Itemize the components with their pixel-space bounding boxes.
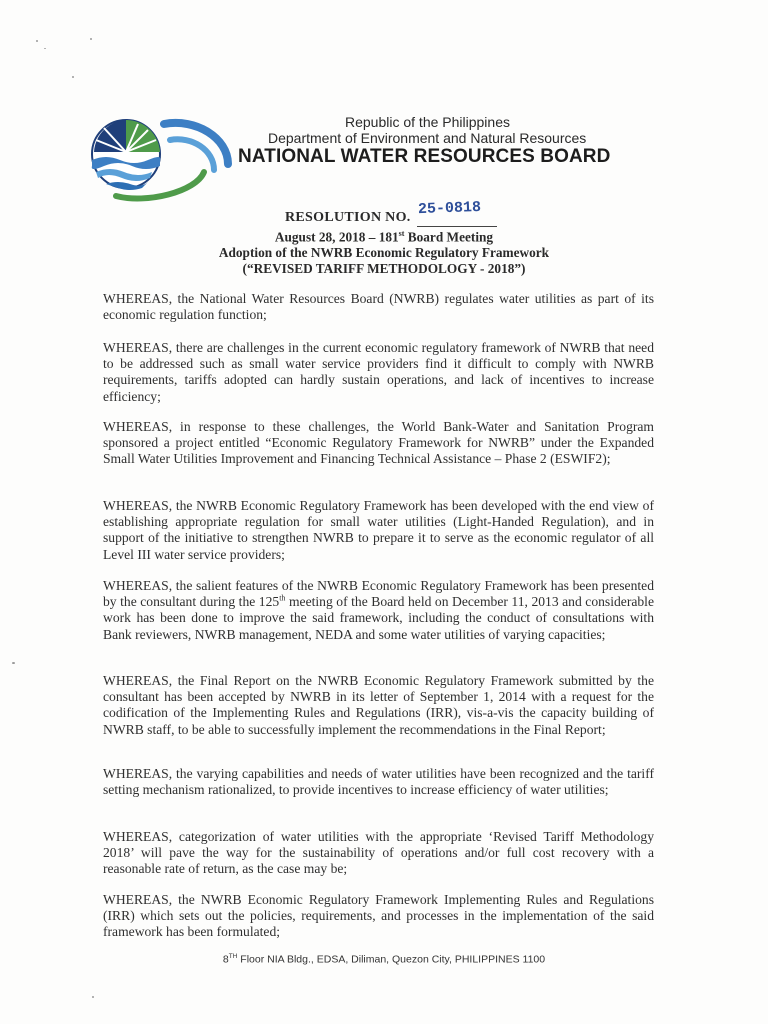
whereas-paragraph: WHEREAS, in response to these challenges, the World Bank-Water and Sanitation Program sponsored a project entitled “Economic Regulatory Framework for NWRB” under the Expanded Small Water Utilities Improvement and Financing Technical Assistance – Phase 2 (ESWIF2); xyxy=(103,419,654,467)
paragraph-text: meeting of the Board held on December 11, 2013 and considerable work has been done to improve the said framework, including the conduct of consultations with Bank reviewers, NWRB management, NEDA and some water utilities of varying capacities; xyxy=(103,594,654,642)
scan-speck xyxy=(90,38,92,40)
whereas-paragraph xyxy=(103,578,654,643)
whereas-paragraph: WHEREAS, there are challenges in the current economic regulatory framework of NWRB that need to be addressed such as small water service providers find it difficult to comply with NWRB requirements, tariffs adopted can hardly sustain operations, and lack of incentives to increase efficiency; xyxy=(103,340,654,404)
paragraph-text: WHEREAS, the salient features of the NWRB Economic Regulatory Framework has been presented by the consultant during the 125 xyxy=(103,578,654,610)
resolution-number-stamp: 25-0818 xyxy=(417,198,482,219)
scan-speck xyxy=(44,48,46,49)
nwrb-logo-icon xyxy=(86,112,236,202)
scan-speck xyxy=(12,662,15,664)
resolution-subtitle: (“REVISED TARIFF METHODOLOGY - 2018”) xyxy=(242,261,526,276)
whereas-paragraph: WHEREAS, categorization of water utilities with the appropriate ‘Revised Tariff Methodology 2018’ will pave the way for the sustainability of operations and/or full cost recovery with a reasonable rate of return, as the case may be; xyxy=(103,829,654,877)
meeting-date: August 28, 2018 – 181 xyxy=(274,229,399,245)
resolution-label: RESOLUTION NO. xyxy=(285,210,411,225)
letterhead-department: Department of Environment and Natural Resources xyxy=(268,130,587,146)
letterhead-republic: Republic of the Philippines xyxy=(345,114,510,130)
footer-floor: 8 xyxy=(222,953,229,966)
whereas-paragraph: WHEREAS, the National Water Resources Board (NWRB) regulates water utilities as part of its economic regulation function; xyxy=(103,291,654,323)
letterhead-agency-title: NATIONAL WATER RESOURCES BOARD xyxy=(238,146,611,167)
footer-address xyxy=(0,953,768,966)
scan-speck xyxy=(72,76,74,78)
resolution-number-underline xyxy=(417,226,497,227)
whereas-paragraph: WHEREAS, the NWRB Economic Regulatory Framework has been developed with the end view of establishing appropriate regulation for small water utilities (Light-Handed Regulation), and in support of the initiative to strengthen NWRB to prepare it to serve as the economic regulator of all Level III water service providers; xyxy=(103,498,654,562)
scan-speck xyxy=(92,996,94,998)
whereas-paragraph: WHEREAS, the NWRB Economic Regulatory Framework Implementing Rules and Regulations (IRR) which sets out the policies, requirements, and processes in the implementation of the said framework has been formulated; xyxy=(103,892,654,940)
whereas-paragraph: WHEREAS, the varying capabilities and needs of water utilities have been recognized and the tariff setting mechanism rationalized, to provide incentives to increase efficiency of water utilities; xyxy=(103,766,654,798)
footer-floor-sup: TH xyxy=(228,953,238,960)
scan-speck xyxy=(36,40,38,42)
meeting-line xyxy=(0,229,768,245)
meeting-suffix: Board Meeting xyxy=(404,229,494,245)
resolution-subject: Adoption of the NWRB Economic Regulatory Framework xyxy=(218,245,550,260)
whereas-paragraph: WHEREAS, the Final Report on the NWRB Economic Regulatory Framework submitted by the consultant has been accepted by NWRB in its letter of September 1, 2014 with a request for the codification of the Implementing Rules and Regulations (IRR), vis-a-vis the capacity building of NWRB staff, to be able to successfully implement the recommendations in the Final Report; xyxy=(103,673,654,737)
ordinal-superscript: th xyxy=(279,593,286,603)
meeting-ordinal: st xyxy=(398,229,405,238)
footer-address-text: Floor NIA Bldg., EDSA, Diliman, Quezon City, PHILIPPINES 1100 xyxy=(237,953,546,966)
